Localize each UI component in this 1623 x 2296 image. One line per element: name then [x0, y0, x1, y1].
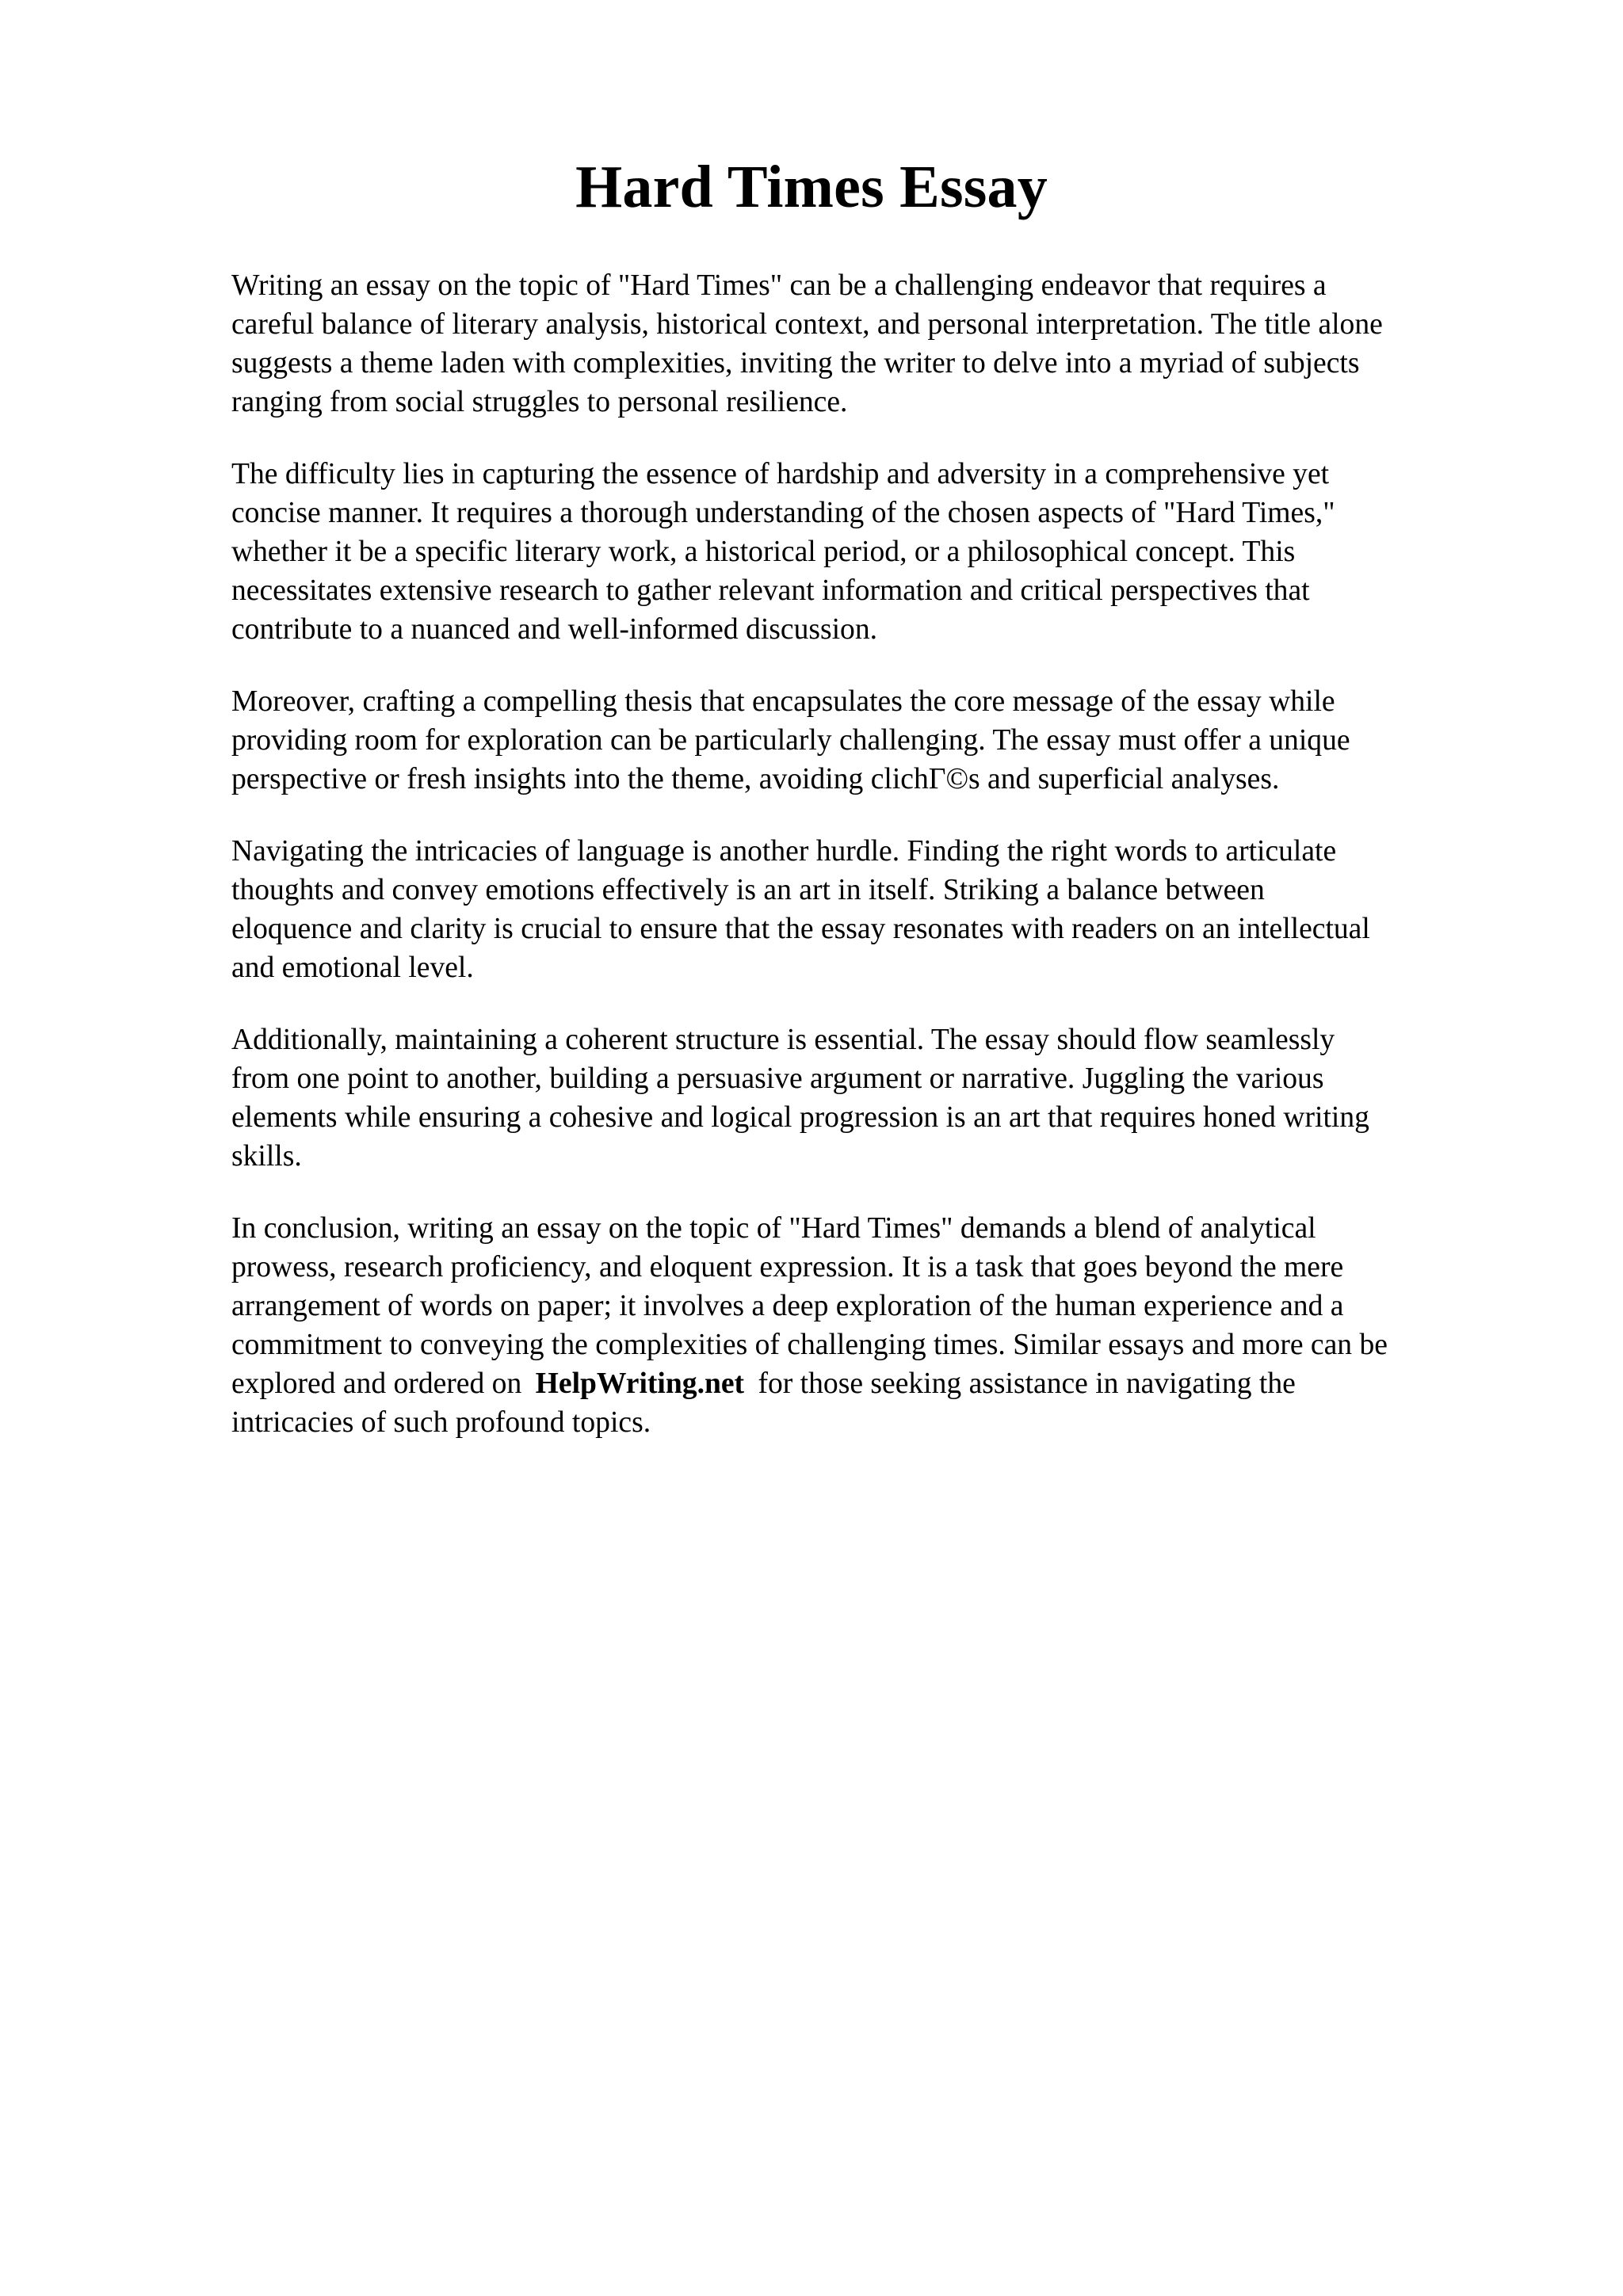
- text-line: commitment to conveying the complexities of challenging times. Similar essays and more can be: [231, 1329, 1388, 1361]
- text-line: Writing an essay on the topic of "Hard Times" can be a challenging endeavor that requires a: [231, 269, 1327, 302]
- paragraph-2: [231, 455, 1531, 649]
- text-line: whether it be a specific literary work, a historical period, or a philosophical concept. This: [231, 536, 1296, 568]
- text-line: skills.: [231, 1140, 302, 1173]
- document-body: [231, 266, 1531, 1475]
- text-line: eloquence and clarity is crucial to ensure that the essay resonates with readers on an intellectual: [231, 913, 1370, 945]
- text-line: concise manner. It requires a thorough understanding of the chosen aspects of "Hard Times,": [231, 497, 1335, 529]
- text-line: Moreover, crafting a compelling thesis that encapsulates the core message of the essay while: [231, 685, 1335, 718]
- text-line: prowess, research proficiency, and eloquent expression. It is a task that goes beyond the mere: [231, 1251, 1344, 1283]
- paragraph-4: [231, 832, 1531, 987]
- paragraph-1: [231, 266, 1531, 421]
- text-line: perspective or fresh insights into the theme, avoiding clichΓ©s and superficial analyses.: [231, 763, 1280, 795]
- paragraph-5: [231, 1020, 1531, 1176]
- text-line: thoughts and convey emotions effectively is an art in itself. Striking a balance between: [231, 874, 1265, 906]
- text-line: ranging from social struggles to personal resilience.: [231, 386, 848, 418]
- text-line: The difficulty lies in capturing the essence of hardship and adversity in a comprehensive yet: [231, 458, 1330, 490]
- text-line: intricacies of such profound topics.: [231, 1406, 651, 1439]
- paragraph-6: [231, 1209, 1531, 1442]
- text-line: suggests a theme laden with complexities, inviting the writer to delve into a myriad of subjects: [231, 347, 1360, 379]
- paragraph-3: [231, 682, 1531, 799]
- text-line: Additionally, maintaining a coherent structure is essential. The essay should flow seamlessly: [231, 1024, 1335, 1056]
- text-line: and emotional level.: [231, 952, 474, 984]
- document-title: Hard Times Essay: [575, 154, 1048, 220]
- text-line: contribute to a nuanced and well-informed discussion.: [231, 613, 878, 646]
- text-line: arrangement of words on paper; it involves a deep exploration of the human experience and a: [231, 1290, 1344, 1322]
- text-line: from one point to another, building a persuasive argument or narrative. Juggling the various: [231, 1062, 1324, 1095]
- text-line: In conclusion, writing an essay on the topic of "Hard Times" demands a blend of analytical: [231, 1212, 1316, 1245]
- text-line: Navigating the intricacies of language is another hurdle. Finding the right words to articulate: [231, 835, 1337, 868]
- closing-line: [231, 1364, 1531, 1403]
- text-line: necessitates extensive research to gather relevant information and critical perspectives that: [231, 574, 1310, 607]
- closing-text-after-link: for those seeking assistance in navigating the: [758, 1367, 1296, 1400]
- helpwriting-link[interactable]: HelpWriting.net: [535, 1367, 745, 1400]
- text-line: elements while ensuring a cohesive and logical progression is an art that requires honed writing: [231, 1101, 1369, 1134]
- closing-text-before-link: explored and ordered on: [231, 1367, 522, 1400]
- text-line: careful balance of literary analysis, historical context, and personal interpretation. The title alone: [231, 308, 1383, 341]
- text-line: providing room for exploration can be particularly challenging. The essay must offer a unique: [231, 724, 1350, 757]
